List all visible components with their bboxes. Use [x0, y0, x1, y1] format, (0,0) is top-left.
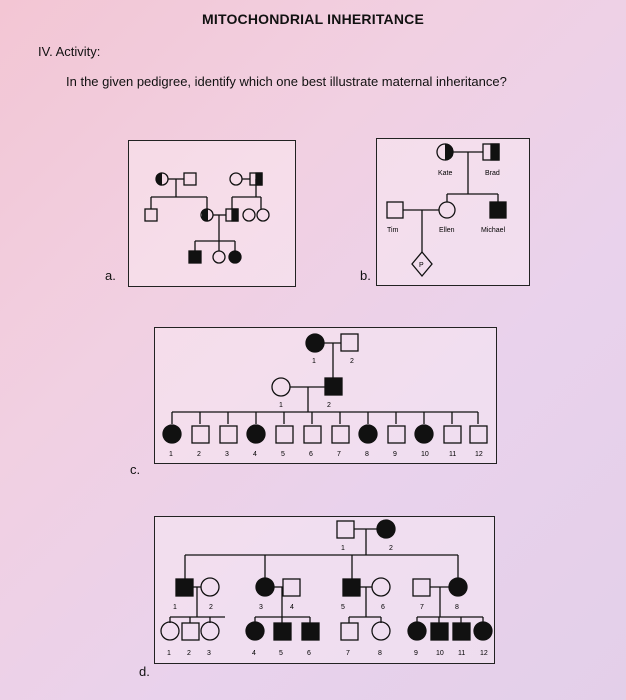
c-gen2-num-2: 2: [327, 402, 331, 409]
d-gen2-num-3: 3: [259, 604, 263, 611]
b-ellen-symbol: [439, 202, 455, 218]
c-gen3-num-4: 4: [253, 451, 257, 458]
d-gen3-male-5: [274, 623, 291, 640]
d-gen2-num-2: 2: [209, 604, 213, 611]
c-gen3-num-12: 12: [475, 451, 483, 458]
pedigree-a-box: [128, 140, 296, 287]
c-gen3-num-3: 3: [225, 451, 229, 458]
d-gen2-num-1: 1: [173, 604, 177, 611]
d-gen3-male-7: [341, 623, 358, 640]
d-gen3-male-2: [182, 623, 199, 640]
c-gen1-male: [341, 334, 358, 351]
d-gen2-num-5: 5: [341, 604, 345, 611]
pedigree-d-box: [154, 516, 495, 664]
b-ellen-label: Ellen: [439, 227, 455, 234]
d-gen2-number-labels: [173, 604, 459, 611]
d-gen2-male-5: [343, 579, 360, 596]
d-gen3-male-11: [453, 623, 470, 640]
d-gen3-female-3: [201, 622, 219, 640]
c-gen3-children: [163, 412, 487, 443]
c-gen3-num-7: 7: [337, 451, 341, 458]
b-michael-symbol: [490, 202, 506, 218]
c-gen3-male-2: [192, 426, 209, 443]
a-gen3-male-1: [189, 251, 201, 263]
c-gen2-female: [272, 378, 290, 396]
c-gen3-num-10: 10: [421, 451, 429, 458]
pedigree-b-box: [376, 138, 530, 286]
c-gen3-male-11: [444, 426, 461, 443]
d-gen2-male-7: [413, 579, 430, 596]
c-gen2-male: [325, 378, 342, 395]
d-gen3-num-9: 9: [414, 650, 418, 657]
d-gen2-female-3: [256, 578, 274, 596]
pedigree-c-box: [154, 327, 497, 464]
activity-heading: IV. Activity:: [38, 44, 101, 59]
c-gen3-num-5: 5: [281, 451, 285, 458]
d-gen2-female-6: [372, 578, 390, 596]
d-gen3-num-11: 11: [458, 650, 466, 657]
c-gen3-num-1: 1: [169, 451, 173, 458]
c-gen3-num-8: 8: [365, 451, 369, 458]
c-gen1-num-1: 1: [312, 358, 316, 365]
c-gen3-num-2: 2: [197, 451, 201, 458]
a-gen3-female-2: [213, 251, 225, 263]
b-proband-label: P: [419, 262, 424, 269]
question-text: In the given pedigree, identify which one best illustrate maternal inheritance?: [66, 74, 507, 89]
d-gen3-female-12: [474, 622, 492, 640]
label-c: c.: [130, 462, 141, 477]
d-gen3-num-3: 3: [207, 650, 211, 657]
d-gen3-num-5: 5: [279, 650, 283, 657]
c-gen3-female-8: [359, 425, 377, 443]
d-gen2-female-8: [449, 578, 467, 596]
d-gen3-num-12: 12: [480, 650, 488, 657]
pedigree-a-diagram: [129, 141, 295, 286]
c-gen3-num-9: 9: [393, 451, 397, 458]
c-gen3-male-9: [388, 426, 405, 443]
a-gen2-male-1: [145, 209, 157, 221]
d-gen3-num-7: 7: [346, 650, 350, 657]
a-gen1-female-right: [230, 173, 242, 185]
c-gen3-number-labels: [169, 451, 483, 458]
c-gen3-female-1: [163, 425, 181, 443]
d-gen3-num-6: 6: [307, 650, 311, 657]
pedigree-b-diagram: [377, 139, 529, 285]
b-tim-symbol: [387, 202, 403, 218]
b-brad-label: Brad: [485, 170, 500, 177]
c-gen1-female: [306, 334, 324, 352]
d-gen3-num-4: 4: [252, 650, 256, 657]
d-gen1-num-1: 1: [341, 545, 345, 552]
b-tim-label: Tim: [387, 227, 399, 234]
d-gen3-num-1: 1: [167, 650, 171, 657]
pedigree-d-diagram: [155, 517, 494, 663]
c-gen2-num-1: 1: [279, 402, 283, 409]
d-gen2-num-7: 7: [420, 604, 424, 611]
d-gen1-female: [377, 520, 395, 538]
d-gen3-female-9: [408, 622, 426, 640]
d-gen3-num-8: 8: [378, 650, 382, 657]
c-gen3-num-6: 6: [309, 451, 313, 458]
c-gen3-male-3: [220, 426, 237, 443]
label-d: d.: [139, 664, 150, 679]
d-gen3-children: [161, 617, 492, 640]
c-gen3-female-4: [247, 425, 265, 443]
label-b: b.: [360, 268, 371, 283]
c-gen3-male-12: [470, 426, 487, 443]
c-gen3-male-7: [332, 426, 349, 443]
d-gen3-female-4: [246, 622, 264, 640]
c-gen3-female-10: [415, 425, 433, 443]
pedigree-c-diagram: [155, 328, 496, 463]
d-gen2-num-8: 8: [455, 604, 459, 611]
d-gen2-female-2: [201, 578, 219, 596]
c-gen1-num-2: 2: [350, 358, 354, 365]
d-gen1-male: [337, 521, 354, 538]
a-gen3-female-3: [229, 251, 241, 263]
d-gen3-num-2: 2: [187, 650, 191, 657]
a-gen2-female-5: [257, 209, 269, 221]
d-gen3-number-labels: [167, 650, 488, 657]
label-a: a.: [105, 268, 116, 283]
d-gen2-num-4: 4: [290, 604, 294, 611]
a-gen2-female-4: [243, 209, 255, 221]
d-gen3-male-6: [302, 623, 319, 640]
page-title: MITOCHONDRIAL INHERITANCE: [202, 11, 424, 27]
d-gen2-male-1: [176, 579, 193, 596]
a-gen1-male-left: [184, 173, 196, 185]
d-gen1-num-2: 2: [389, 545, 393, 552]
d-gen3-female-8: [372, 622, 390, 640]
c-gen3-male-5: [276, 426, 293, 443]
c-gen3-num-11: 11: [449, 451, 457, 458]
c-gen3-male-6: [304, 426, 321, 443]
b-michael-label: Michael: [481, 227, 506, 234]
b-kate-label: Kate: [438, 170, 453, 177]
d-gen2-num-6: 6: [381, 604, 385, 611]
d-gen2-male-4: [283, 579, 300, 596]
d-gen3-male-10: [431, 623, 448, 640]
d-gen3-num-10: 10: [436, 650, 444, 657]
d-gen3-female-1: [161, 622, 179, 640]
